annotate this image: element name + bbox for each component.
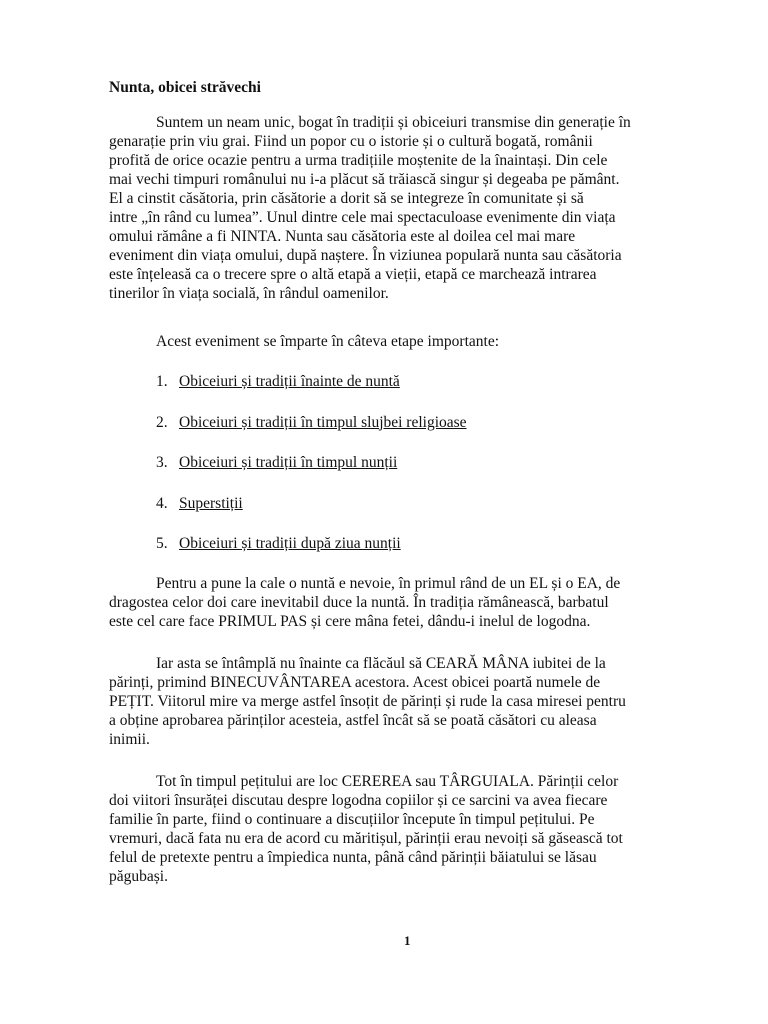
list-item-number: 3. bbox=[156, 454, 168, 471]
stages-intro: Acest eveniment se împarte în câteva etape importante: bbox=[156, 333, 500, 350]
paragraph-line: PEȚIT. Viitorul mire va merge astfel însoțit de părinți și rude la casa miresei pentru bbox=[109, 693, 626, 710]
list-item bbox=[156, 534, 467, 575]
intro-line: omului rămâne a fi NINTA. Nunta sau căsătoria este al doilea cel mai mare bbox=[109, 228, 576, 245]
paragraph-line: familie în parte, fiind o continuare a discuțiilor începute în timpul pețitului. Pe bbox=[109, 811, 595, 828]
paragraph-cererea bbox=[109, 772, 715, 886]
paragraph-line: părinți, primind BINECUVÂNTAREA acestora. Acest obicei poartă numele de bbox=[109, 674, 601, 691]
document-title: Nunta, obicei străvechi bbox=[109, 79, 261, 96]
paragraph-proposal bbox=[109, 574, 715, 631]
paragraph-line: inimii. bbox=[109, 731, 150, 748]
list-item-number: 5. bbox=[156, 535, 168, 552]
intro-line: genarație prin viu grai. Fiind un popor cu o istorie și o cultură bogată, românii bbox=[109, 133, 593, 150]
intro-line: mai vechi timpuri românului nu i-a plăcut să trăiască singur și degeaba pe pământ. bbox=[109, 171, 620, 188]
stage-link-3[interactable]: Obiceiuri și tradiții în timpul nunții bbox=[179, 454, 398, 471]
paragraph-line: felul de pretexte pentru a împiedica nunta, până când părinții băiatului se lăsau bbox=[109, 849, 597, 866]
list-item bbox=[156, 372, 467, 413]
list-item bbox=[156, 494, 467, 535]
list-item bbox=[156, 453, 467, 494]
intro-line: intre „în rând cu lumea”. Unul dintre cele mai spectaculoase evenimente din viața bbox=[109, 209, 616, 226]
paragraph-line: dragostea celor doi care inevitabil duce la nuntă. În tradiția rămânească, barbatul bbox=[109, 594, 609, 611]
intro-line: este înțeleasă ca o trecere spre o altă etapă a vieții, etapă ce marchează intrarea bbox=[109, 266, 597, 283]
paragraph-line: Tot în timpul pețitului are loc CEREREA sau TÂRGUIALA. Părinții celor bbox=[156, 773, 619, 790]
stage-link-2[interactable]: Obiceiuri și tradiții în timpul slujbei religioase bbox=[179, 413, 467, 431]
stage-link-5[interactable]: Obiceiuri și tradiții după ziua nunții bbox=[179, 535, 401, 552]
list-item-number: 2. bbox=[156, 413, 168, 431]
stage-link-1[interactable]: Obiceiuri și tradiții înainte de nuntă bbox=[179, 373, 400, 390]
paragraph-line: păgubași. bbox=[109, 868, 168, 885]
list-item-number: 1. bbox=[156, 373, 168, 390]
paragraph-line: vremuri, dacă fata nu era de acord cu măritișul, părinții erau nevoiți să găsească tot bbox=[109, 830, 623, 847]
intro-line-text: tinerilor în viața socială, în rândul oamenilor. bbox=[109, 285, 389, 302]
paragraph-line: este cel care face PRIMUL PAS și cere mâna fetei, dându-i inelul de logodna. bbox=[109, 613, 591, 630]
intro-line-last bbox=[109, 284, 715, 303]
intro-line: El a cinstit căsătoria, prin căsătorie a dorit să se integreze în comunitate și să bbox=[109, 190, 584, 207]
intro-line: profită de orice ocazie pentru a urma tradițiile moștenite de la înaintași. Din cele bbox=[109, 152, 608, 169]
stages-list bbox=[156, 372, 467, 575]
list-item-number: 4. bbox=[156, 494, 168, 512]
list-item bbox=[156, 413, 467, 454]
paragraph-line: a obține aprobarea părinților acesteia, astfel încât să se poată căsători cu aleasa bbox=[109, 712, 597, 729]
paragraph-petit bbox=[109, 654, 715, 749]
intro-paragraph bbox=[109, 113, 715, 303]
paragraph-line: doi viitori însurăței discutau despre logodna copiilor și ce sarcini va avea fiecare bbox=[109, 792, 608, 809]
stage-link-4[interactable]: Superstiții bbox=[179, 494, 243, 512]
paragraph-line: Iar asta se întâmplă nu înainte ca flăcăul să CEARĂ MÂNA iubitei de la bbox=[156, 655, 606, 672]
stages-intro-paragraph bbox=[109, 332, 715, 351]
intro-line: eveniment din viața omului, după naștere. În viziunea populară nunta sau căsătoria bbox=[109, 247, 622, 264]
page-number: 1 bbox=[404, 933, 411, 948]
paragraph-line: Pentru a pune la cale o nuntă e nevoie, în primul rând de un EL și o EA, de bbox=[156, 575, 621, 592]
intro-line: Suntem un neam unic, bogat în tradiții și obiceiuri transmise din generație în bbox=[156, 114, 631, 131]
